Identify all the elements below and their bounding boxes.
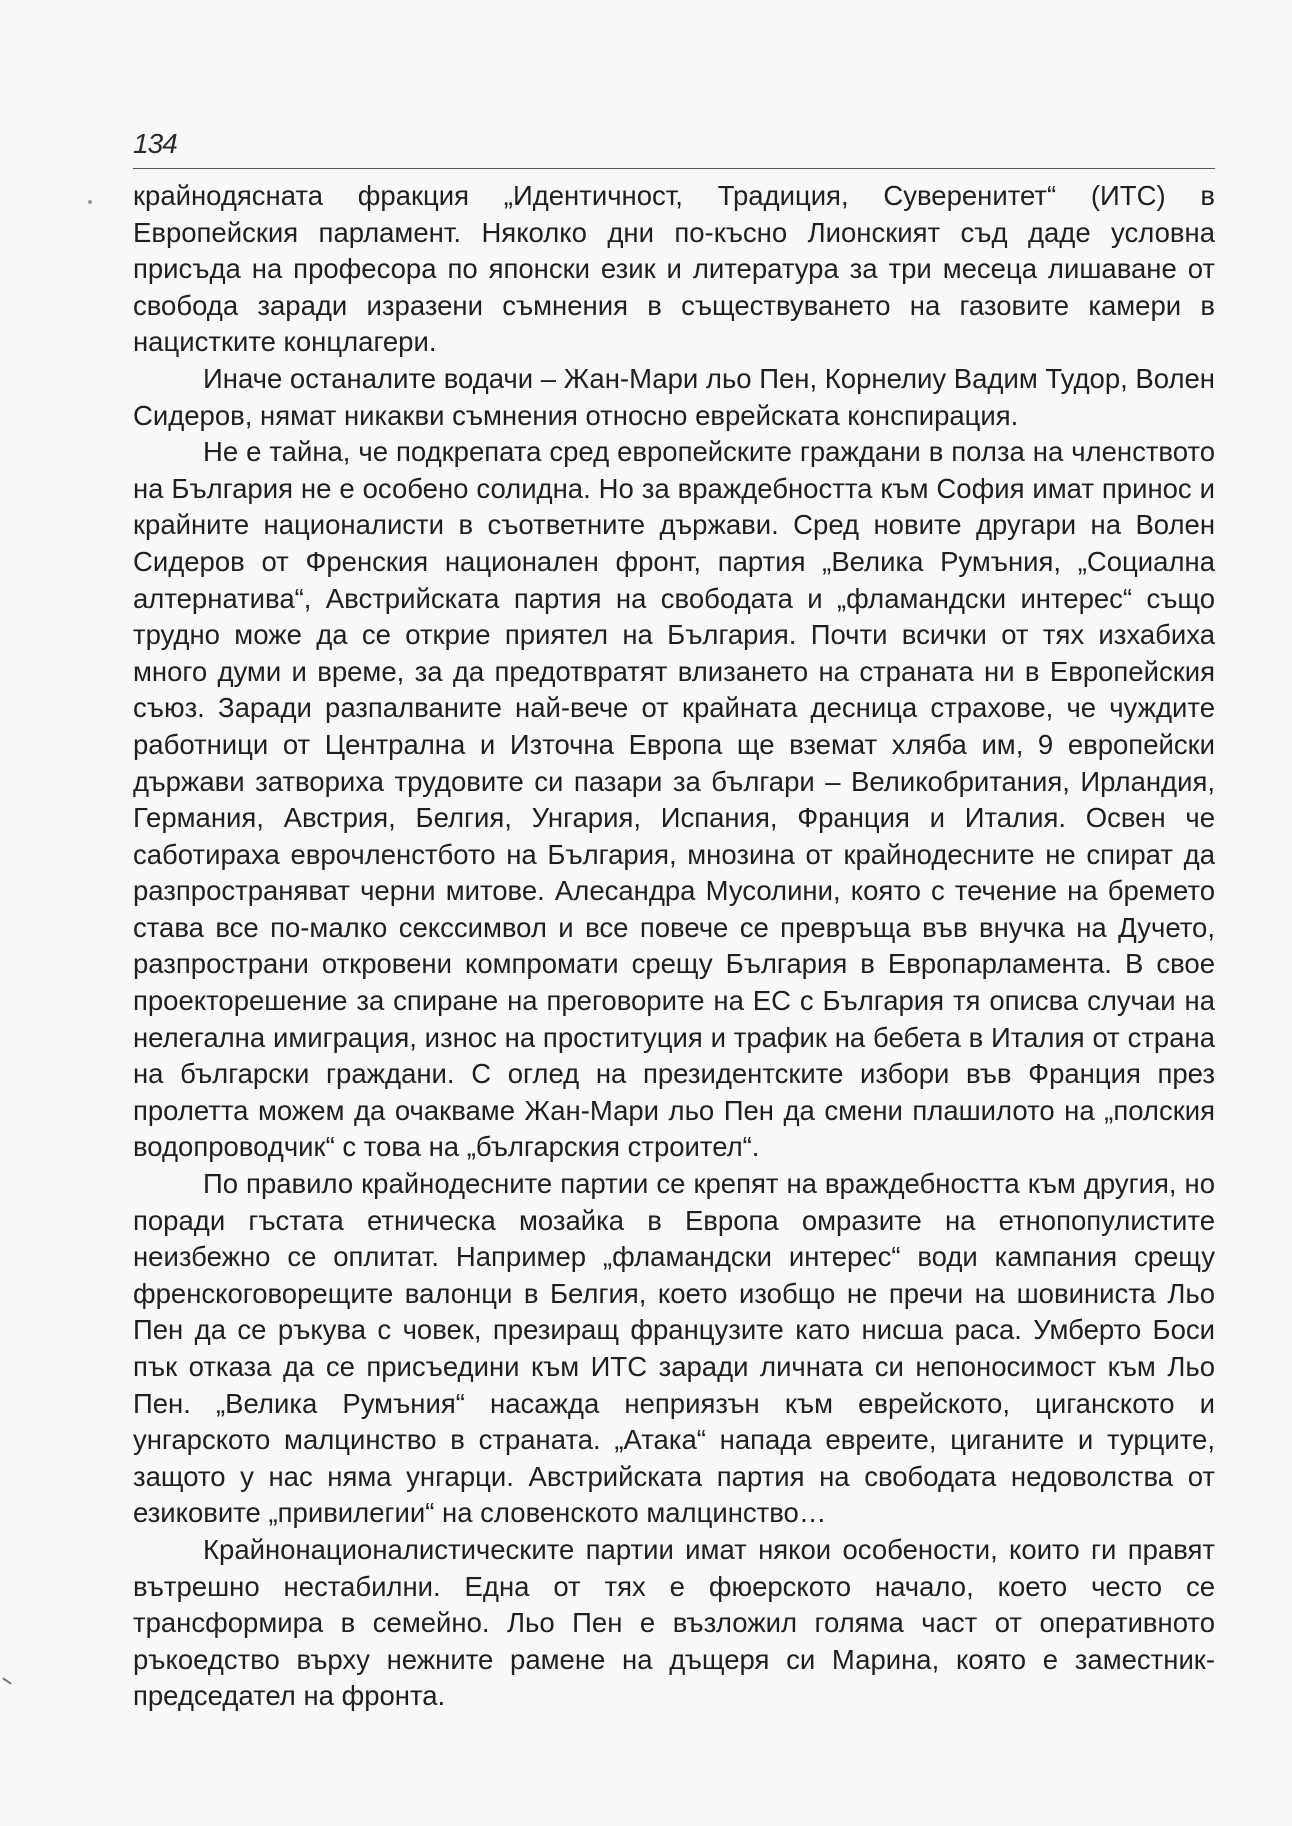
- paragraph-1: крайнодясната фракция „Идентичност, Традиция, Суверенитет“ (ИТС) в Европейския парламент. Няколко дни по-късно Лионският съд даде условна присъда на професора по японски език и литература за три месеца лишаване от свобода заради изразени съмнения в съществуването на газовите камери в нацистките концлагери.: [133, 180, 1215, 358]
- margin-dot: [88, 200, 92, 204]
- paragraph-4: По правило крайнодесните партии се крепят на враждебността към другия, но поради гъстата етническа мозайка в Европа омразите на етнопопулистите неизбежно се оплитат. Например „фламандски интерес“ води кампания срещу френскоговорещите валонци в Белгия, което изобщо не пречи на шовиниста Льо Пен да се ръкува с човек, презиращ французите като нисша раса. Умберто Боси пък отказа да се присъедини към ИТС заради личната си непоносимост към Льо Пен. „Велика Румъния“ насажда неприязън към еврейското, циганското и унгарското малцинство в страната. „Атака“ напада евреите, циганите и турците, защото у нас няма унгарци. Австрийската партия на свободата недоволства от езиковите „привилегии“ на словенското малцинство…: [133, 1168, 1215, 1529]
- paragraph-2: Иначе останалите водачи – Жан-Мари льо Пен, Корнелиу Вадим Тудор, Волен Сидеров, нямат никакви съмнения относно еврейската конспирация.: [133, 362, 1215, 431]
- body-text: [133, 178, 1215, 1715]
- page-number: 134: [133, 128, 177, 159]
- scan-corner-mark: [2, 1677, 11, 1684]
- header-rule: [133, 168, 1215, 169]
- paragraph-3: Не е тайна, че подкрепата сред европейските граждани в полза на членството на България не е особено солидна. Но за враждебността към София имат принос и крайните националисти в съответните държави. Сред новите другари на Волен Сидеров от Френския национален фронт, партия „Велика Румъния, „Социална алтернатива“, Австрийската партия на свободата и „фламандски интерес“ също трудно може да се открие приятел на България. Почти всички от тях изхабиха много думи и време, за да предотвратят влизането на страната ни в Европейския съюз. Заради разпалваните най-вече от крайната десница страхове, че чуждите работници от Централна и Източна Европа ще вземат хляба им, 9 европейски държави затвориха трудовите си пазари за българи – Великобритания, Ирландия, Германия, Австрия, Белгия, Унгария, Испания, Франция и Италия. Освен че саботираха еврочленстбото на България, мнозина от крайнодесните не спират да разпространяват черни митове. Алесандра Мусолини, която с течение на бремето става все по-малко секссимвол и все повече се превръща във внучка на Дучето, разпространи откровени компромати срещу България в Европарламента. В свое проекторешение за спиране на преговорите на ЕС с България тя описва случаи на нелегална имиграция, износ на проституция и трафик на бебета в Италия от страна на български граждани. С оглед на президентските избори във Франция през пролетта можем да очакваме Жан-Мари льо Пен да смени плашилото на „полския водопроводчик“ с това на „българския строител“.: [133, 436, 1215, 1163]
- paragraph-5: Крайнонационалистическите партии имат някои особености, които ги правят вътрешно нестабилни. Една от тях е фюерското начало, което често се трансформира в семейно. Льо Пен е възложил голяма част от оперативното ръкоедство върху нежните рамене на дъщеря си Марина, която е заместник-председател на фронта.: [133, 1533, 1215, 1712]
